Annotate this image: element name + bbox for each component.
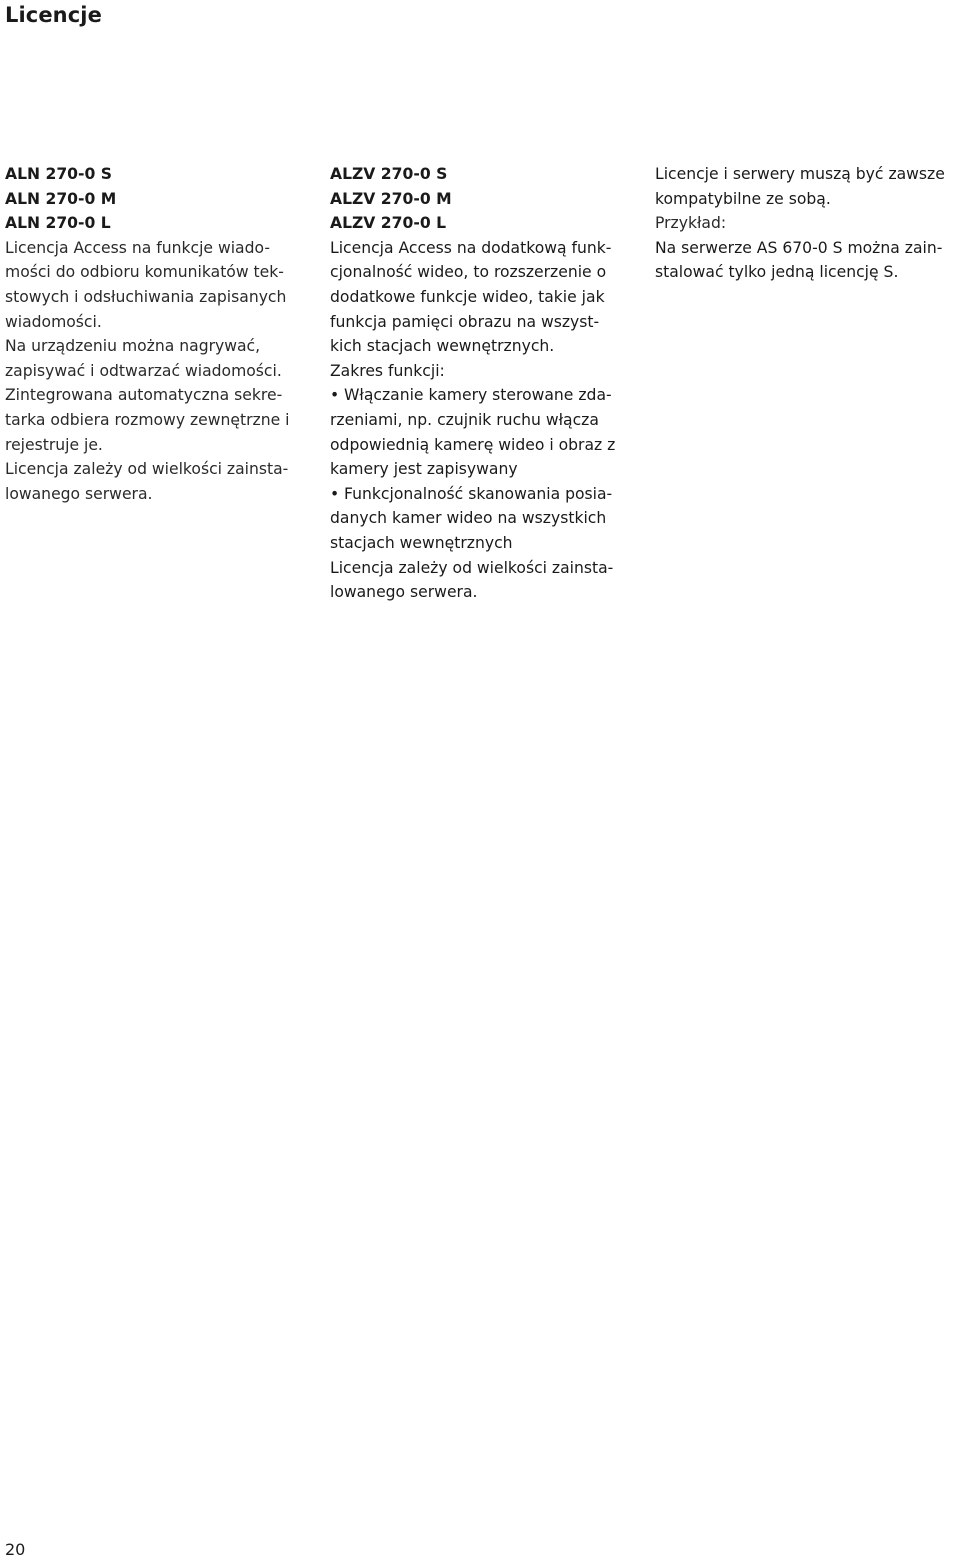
aln-description-line: Licencja Access na funkcje wiado- <box>5 238 270 257</box>
model-alzv-s: ALZV 270-0 S <box>330 165 448 183</box>
model-aln-m: ALN 270-0 M <box>5 189 117 208</box>
bullet-item-camera-scan <box>330 482 635 507</box>
bullet-item-event-camera <box>330 383 635 408</box>
alzv-outro-line: Licencja zależy od wielkości zainsta- <box>330 558 614 577</box>
column-alzv-licenses <box>330 162 635 605</box>
aln-description-line: Zintegrowana automatyczna sekre- <box>5 386 283 405</box>
alzv-intro-line: kich stacjach wewnętrznych. <box>330 337 555 356</box>
bullet-text-line: Włączanie kamery sterowane zda- <box>344 386 612 405</box>
bullet-text-line: stacjach wewnętrznych <box>330 533 513 552</box>
aln-description-line: lowanego serwera. <box>5 484 153 503</box>
page-number: 20 <box>5 1540 26 1559</box>
alzv-intro-line: Licencja Access na dodatkową funk- <box>330 238 612 257</box>
alzv-intro-line: funkcja pamięci obrazu na wszyst- <box>330 312 600 331</box>
column-aln-licenses <box>5 162 310 506</box>
compatibility-line: Licencje i serwery muszą być zawsze <box>655 165 945 183</box>
aln-description-line: rejestruje je. <box>5 435 103 454</box>
bullet-icon: • <box>330 484 340 503</box>
compatibility-line: kompatybilne ze sobą. <box>655 189 831 208</box>
bullet-text-line: kamery jest zapisywany <box>330 460 518 479</box>
example-label: Przykład: <box>655 214 727 233</box>
aln-description-line: Licencja zależy od wielkości zainsta- <box>5 460 289 479</box>
bullet-text-line: Funkcjonalność skanowania posia- <box>344 484 613 503</box>
bullet-text-line: rzeniami, np. czujnik ruchu włącza <box>330 410 599 429</box>
model-aln-l: ALN 270-0 L <box>5 214 111 233</box>
aln-description-line: Na urządzeniu można nagrywać, <box>5 337 261 356</box>
example-line: Na serwerze AS 670-0 S można zain- <box>655 238 943 257</box>
alzv-intro-line: cjonalność wideo, to rozszerzenie o <box>330 263 607 282</box>
model-aln-s: ALN 270-0 S <box>5 165 113 183</box>
aln-description-line: mości do odbioru komunikatów tek- <box>5 263 284 282</box>
column-compatibility-note <box>655 162 960 285</box>
aln-description-line: stowych i odsłuchiwania zapisanych <box>5 287 287 306</box>
bullet-icon: • <box>330 386 340 405</box>
example-line: stalować tylko jedną licencję S. <box>655 263 899 282</box>
alzv-function-scope-label: Zakres funkcji: <box>330 361 445 380</box>
bullet-text-line: odpowiednią kamerę wideo i obraz z <box>330 435 616 454</box>
model-alzv-l: ALZV 270-0 L <box>330 214 447 233</box>
page-title: Licencje <box>5 3 102 27</box>
model-alzv-m: ALZV 270-0 M <box>330 189 452 208</box>
alzv-intro-line: dodatkowe funkcje wideo, takie jak <box>330 287 605 306</box>
alzv-outro-line: lowanego serwera. <box>330 583 478 602</box>
aln-description-line: zapisywać i odtwarzać wiadomości. <box>5 361 282 380</box>
aln-description-line: tarka odbiera rozmowy zewnętrzne i <box>5 410 290 429</box>
aln-description-line: wiadomości. <box>5 312 102 331</box>
bullet-text-line: danych kamer wideo na wszystkich <box>330 509 607 528</box>
